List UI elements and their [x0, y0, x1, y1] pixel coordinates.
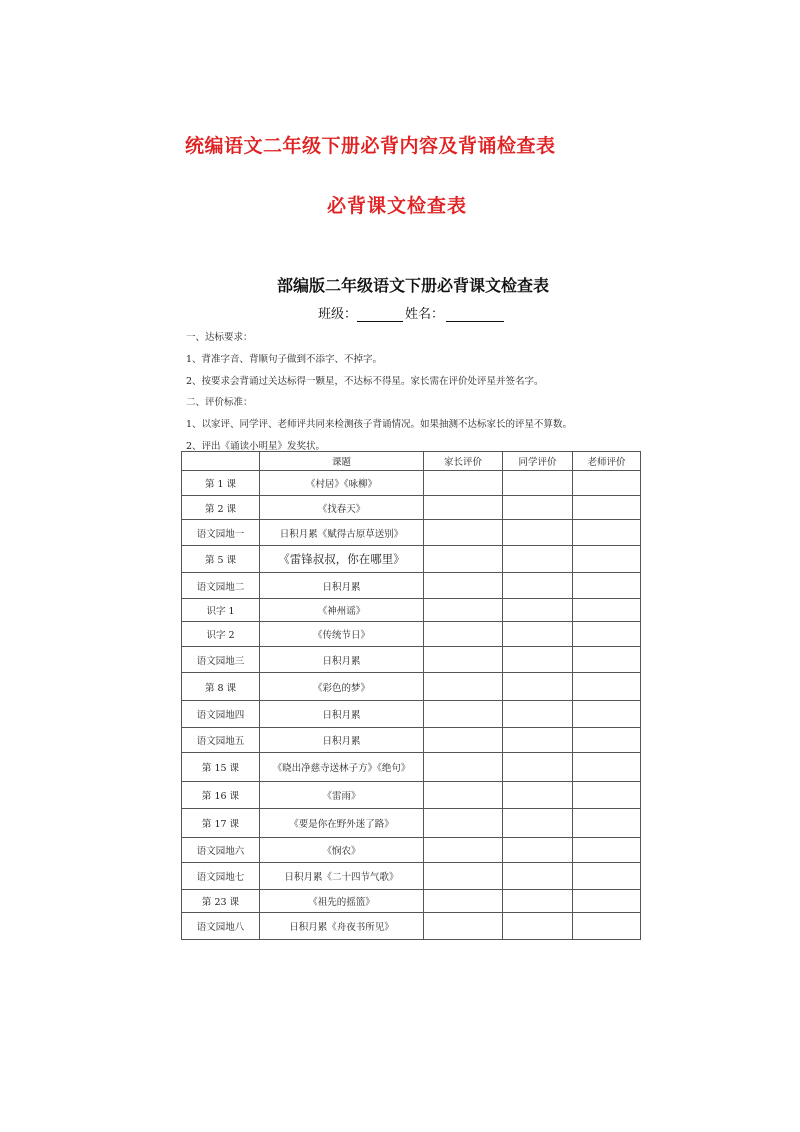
table-row [182, 673, 641, 701]
parent-rating-cell [424, 599, 503, 622]
lesson-cell: 第 17 课 [182, 809, 260, 838]
classmate-rating-cell [503, 838, 573, 863]
note-line: 2、评出《诵读小明星》发奖状。 [186, 440, 326, 452]
note-line: 2、按要求会背诵过关达标得一颗星，不达标不得星。家长需在评价处评星并签名字。 [186, 375, 544, 387]
table-row [182, 471, 641, 496]
lesson-cell: 第 16 课 [182, 782, 260, 809]
title-cell: 日积月累《舟夜书所见》 [260, 913, 424, 940]
teacher-rating-cell [573, 728, 641, 753]
title-cell: 《村居》《咏柳》 [260, 471, 424, 496]
class-name-line [318, 303, 504, 322]
teacher-rating-cell [573, 701, 641, 728]
header-cell-parent: 家长评价 [424, 452, 503, 471]
header-cell-lesson [182, 452, 260, 471]
table-row [182, 913, 641, 940]
teacher-rating-cell [573, 753, 641, 782]
table-row [182, 599, 641, 622]
title-cell: 《找春天》 [260, 496, 424, 520]
table-row [182, 573, 641, 599]
title-cell: 日积月累 [260, 647, 424, 673]
lesson-cell: 语文园地八 [182, 913, 260, 940]
title-cell: 《雷锋叔叔，你在哪里》 [260, 546, 424, 573]
name-label: 姓名： [405, 307, 445, 322]
classmate-rating-cell [503, 728, 573, 753]
lesson-cell: 识字 1 [182, 599, 260, 622]
teacher-rating-cell [573, 573, 641, 599]
classmate-rating-cell [503, 863, 573, 890]
parent-rating-cell [424, 520, 503, 546]
title-cell: 日积月累 [260, 701, 424, 728]
parent-rating-cell [424, 647, 503, 673]
table-row [182, 863, 641, 890]
title-cell: 日积月累 [260, 728, 424, 753]
parent-rating-cell [424, 890, 503, 913]
lesson-cell: 语文园地二 [182, 573, 260, 599]
classmate-rating-cell [503, 622, 573, 647]
classmate-rating-cell [503, 471, 573, 496]
table-row [182, 838, 641, 863]
table-row [182, 728, 641, 753]
teacher-rating-cell [573, 622, 641, 647]
teacher-rating-cell [573, 809, 641, 838]
table-row [182, 622, 641, 647]
classmate-rating-cell [503, 753, 573, 782]
parent-rating-cell [424, 863, 503, 890]
lesson-cell: 识字 2 [182, 622, 260, 647]
lesson-cell: 第 1 课 [182, 471, 260, 496]
check-table [181, 451, 641, 940]
lesson-cell: 语文园地六 [182, 838, 260, 863]
title-cell: 《彩色的梦》 [260, 673, 424, 701]
classmate-rating-cell [503, 599, 573, 622]
parent-rating-cell [424, 913, 503, 940]
title-cell: 《雷雨》 [260, 782, 424, 809]
lesson-cell: 语文园地五 [182, 728, 260, 753]
teacher-rating-cell [573, 520, 641, 546]
parent-rating-cell [424, 782, 503, 809]
teacher-rating-cell [573, 546, 641, 573]
classmate-rating-cell [503, 520, 573, 546]
table-row [182, 496, 641, 520]
classmate-rating-cell [503, 913, 573, 940]
parent-rating-cell [424, 546, 503, 573]
table-row [182, 520, 641, 546]
parent-rating-cell [424, 838, 503, 863]
table-row [182, 647, 641, 673]
note-line: 1、以家评、同学评、老师评共同来检测孩子背诵情况。如果抽测不达标家长的评星不算数。 [186, 419, 573, 431]
title-cell: 《晓出净慈寺送林子方》《绝句》 [260, 753, 424, 782]
title-cell: 《悯农》 [260, 838, 424, 863]
title-cell: 《要是你在野外迷了路》 [260, 809, 424, 838]
classmate-rating-cell [503, 647, 573, 673]
teacher-rating-cell [573, 647, 641, 673]
classmate-rating-cell [503, 701, 573, 728]
document-title: 统编语文二年级下册必背内容及背诵检查表 [185, 135, 556, 157]
title-cell: 《祖先的摇篮》 [260, 890, 424, 913]
table-row [182, 890, 641, 913]
classmate-rating-cell [503, 673, 573, 701]
parent-rating-cell [424, 622, 503, 647]
class-blank [357, 307, 403, 322]
classmate-rating-cell [503, 782, 573, 809]
parent-rating-cell [424, 471, 503, 496]
lesson-cell: 第 15 课 [182, 753, 260, 782]
parent-rating-cell [424, 809, 503, 838]
header-cell-classmate: 同学评价 [503, 452, 573, 471]
teacher-rating-cell [573, 890, 641, 913]
class-label: 班级： [318, 307, 358, 322]
lesson-cell: 语文园地四 [182, 701, 260, 728]
parent-rating-cell [424, 728, 503, 753]
teacher-rating-cell [573, 863, 641, 890]
note-line: 1、背准字音、背顺句子做到不添字、不掉字。 [186, 353, 383, 365]
requirements-notes [186, 327, 656, 458]
parent-rating-cell [424, 673, 503, 701]
classmate-rating-cell [503, 809, 573, 838]
lesson-cell: 第 5 课 [182, 546, 260, 573]
teacher-rating-cell [573, 838, 641, 863]
table-row [182, 546, 641, 573]
table-row [182, 701, 641, 728]
table-row [182, 782, 641, 809]
parent-rating-cell [424, 496, 503, 520]
name-blank [446, 307, 504, 322]
header-cell-title: 课题 [260, 452, 424, 471]
teacher-rating-cell [573, 496, 641, 520]
note-line: 一、达标要求： [186, 332, 253, 343]
table-row [182, 753, 641, 782]
title-cell: 日积月累《二十四节气歌》 [260, 863, 424, 890]
lesson-cell: 第 23 课 [182, 890, 260, 913]
header-cell-teacher: 老师评价 [573, 452, 641, 471]
title-cell: 《传统节日》 [260, 622, 424, 647]
teacher-rating-cell [573, 913, 641, 940]
sheet-title: 部编版二年级语文下册必背课文检查表 [277, 276, 550, 295]
table-row [182, 809, 641, 838]
document-subtitle: 必背课文检查表 [327, 195, 468, 217]
classmate-rating-cell [503, 546, 573, 573]
table-body [182, 471, 641, 940]
title-cell: 日积月累《赋得古原草送别》 [260, 520, 424, 546]
classmate-rating-cell [503, 573, 573, 599]
table-header-row [182, 452, 641, 471]
lesson-cell: 第 8 课 [182, 673, 260, 701]
classmate-rating-cell [503, 890, 573, 913]
note-line: 二、评价标准： [186, 397, 253, 409]
classmate-rating-cell [503, 496, 573, 520]
title-cell: 日积月累 [260, 573, 424, 599]
parent-rating-cell [424, 701, 503, 728]
lesson-cell: 第 2 课 [182, 496, 260, 520]
lesson-cell: 语文园地七 [182, 863, 260, 890]
title-cell: 《神州谣》 [260, 599, 424, 622]
teacher-rating-cell [573, 471, 641, 496]
teacher-rating-cell [573, 673, 641, 701]
lesson-cell: 语文园地一 [182, 520, 260, 546]
parent-rating-cell [424, 753, 503, 782]
teacher-rating-cell [573, 782, 641, 809]
teacher-rating-cell [573, 599, 641, 622]
lesson-cell: 语文园地三 [182, 647, 260, 673]
parent-rating-cell [424, 573, 503, 599]
